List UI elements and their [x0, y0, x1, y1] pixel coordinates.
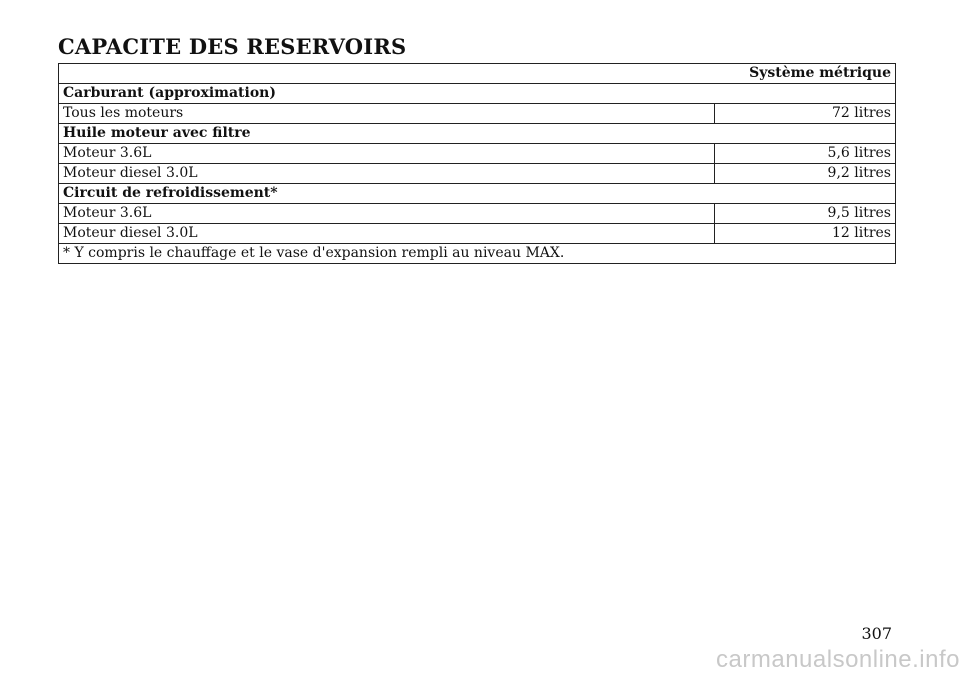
item-label: Moteur diesel 3.0L: [59, 164, 715, 184]
table-header-row: [59, 64, 896, 84]
section-row: [59, 84, 896, 104]
unit-system-header: Système métrique: [59, 64, 896, 84]
table-row: [59, 104, 896, 124]
item-label: Moteur 3.6L: [59, 204, 715, 224]
footnote: * Y compris le chauffage et le vase d'expansion rempli au niveau MAX.: [59, 244, 896, 264]
item-label: Tous les moteurs: [59, 104, 715, 124]
section-row: [59, 124, 896, 144]
section-row: [59, 184, 896, 204]
page-title: CAPACITE DES RESERVOIRS: [58, 34, 407, 59]
table-row: [59, 224, 896, 244]
item-label: Moteur diesel 3.0L: [59, 224, 715, 244]
item-value: 9,5 litres: [715, 204, 896, 224]
table-row: [59, 144, 896, 164]
watermark: carmanualsonline.info: [716, 646, 960, 673]
section-cooling: Circuit de refroidissement*: [59, 184, 896, 204]
footnote-row: [59, 244, 896, 264]
section-engine-oil: Huile moteur avec filtre: [59, 124, 896, 144]
table-row: [59, 204, 896, 224]
item-value: 12 litres: [715, 224, 896, 244]
section-fuel: Carburant (approximation): [59, 84, 896, 104]
item-value: 5,6 litres: [715, 144, 896, 164]
table-row: [59, 164, 896, 184]
item-value: 72 litres: [715, 104, 896, 124]
page-number: 307: [861, 624, 892, 643]
capacity-table: [58, 63, 896, 264]
item-value: 9,2 litres: [715, 164, 896, 184]
item-label: Moteur 3.6L: [59, 144, 715, 164]
